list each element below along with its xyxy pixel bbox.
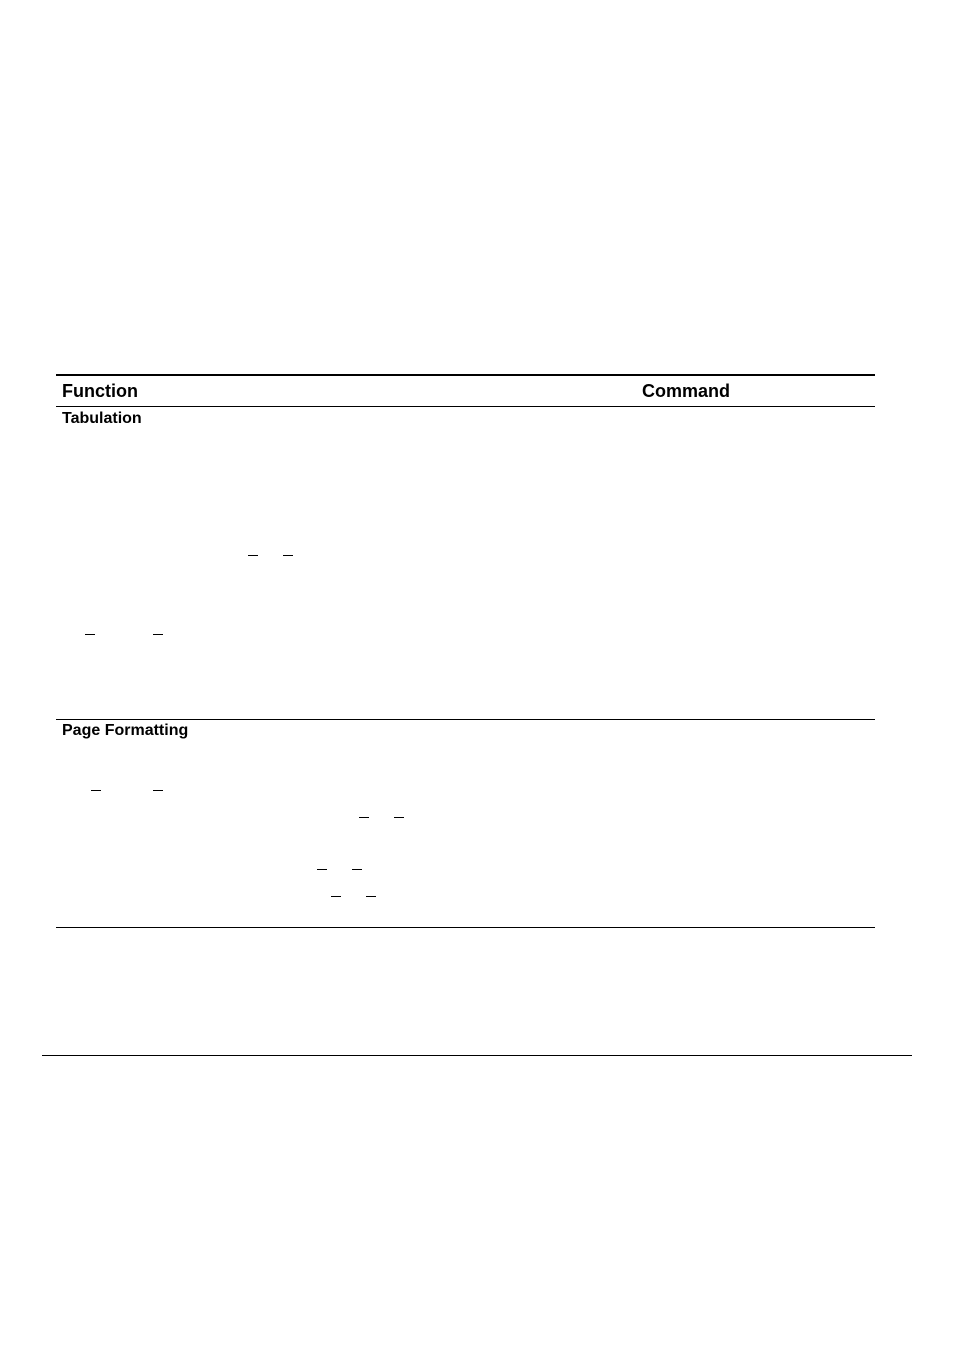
underline-mark (283, 555, 293, 556)
underline-mark (85, 634, 95, 635)
underline-mark (359, 817, 369, 818)
column-header-command: Command (642, 381, 731, 401)
underline-mark (248, 555, 258, 556)
underline-mark (153, 634, 163, 635)
column-header-function: Function (62, 381, 138, 401)
section-title-page-formatting: Page Formatting (62, 722, 189, 739)
underline-mark (331, 896, 341, 897)
underline-mark (352, 869, 362, 870)
header-bottom-rule (56, 406, 875, 407)
footer-rule (42, 1055, 912, 1056)
underline-mark (153, 790, 163, 791)
underline-mark (366, 896, 376, 897)
underline-mark (317, 869, 327, 870)
underline-mark (394, 817, 404, 818)
section-title-tabulation: Tabulation (62, 410, 142, 427)
table-bottom-rule (56, 927, 875, 928)
underline-mark (91, 790, 101, 791)
table-top-rule (56, 374, 875, 376)
section-divider-rule (56, 719, 875, 720)
function-command-table (56, 374, 875, 928)
